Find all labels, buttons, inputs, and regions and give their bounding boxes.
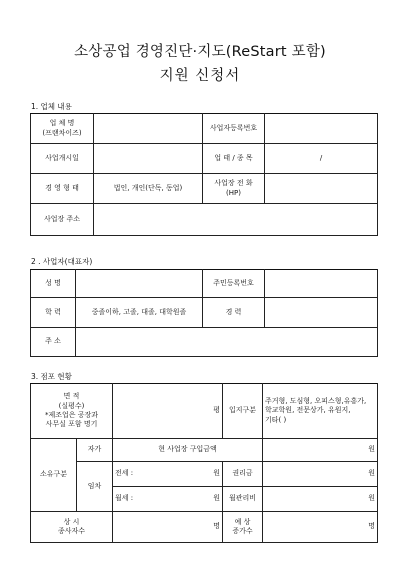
form-subtitle: 지원 신청서 — [159, 68, 241, 84]
biz-type-options[interactable]: 법인, 개인(단독, 동업) — [94, 174, 203, 204]
open-date-field[interactable] — [94, 144, 203, 174]
company-name-label: 업 체 명 (프랜차이즈) — [31, 114, 94, 144]
address-label: 사업장 주소 — [31, 204, 94, 236]
company-name-field[interactable] — [94, 114, 203, 144]
premium-field[interactable]: 원 — [263, 462, 378, 487]
deposit-label: 전세 : — [113, 462, 153, 487]
address-field[interactable] — [94, 204, 378, 236]
resident-no-label: 주민등록번호 — [203, 270, 265, 298]
location-options[interactable]: 주거형, 도심형, 오피스형,유흥가, 학교학원, 전문상가, 유원지, 기타( ) — [263, 384, 378, 439]
store-info-table — [30, 383, 378, 543]
resident-no-field[interactable] — [265, 270, 378, 298]
owner-name-field[interactable] — [76, 270, 203, 298]
industry-label: 업 태 / 종 목 — [203, 144, 265, 174]
section1-heading: 1. 업체 내용 — [31, 102, 72, 111]
employees-field[interactable]: 명 — [113, 512, 223, 543]
maintenance-label: 월관리비 — [223, 487, 263, 512]
rent-label: 임차 — [77, 462, 113, 512]
planned-label: 예 상 증가수 — [223, 512, 263, 543]
premium-label: 권리금 — [223, 462, 263, 487]
biz-reg-no-label: 사업자등록번호 — [203, 114, 265, 144]
maintenance-field[interactable]: 원 — [263, 487, 378, 512]
education-options[interactable]: 중졸이하, 고졸, 대졸, 대학원졸 — [76, 298, 203, 328]
area-field[interactable]: 평 — [113, 384, 223, 439]
form-title: 소상공업 경영진단·지도(ReStart 포함) — [74, 44, 326, 60]
current-value-label: 현 사업장 구입금액 — [113, 439, 263, 462]
career-label: 경 력 — [203, 298, 265, 328]
company-info-table — [30, 113, 378, 236]
location-label: 입지구분 — [223, 384, 263, 439]
owner-name-label: 성 명 — [31, 270, 76, 298]
owned-label: 자가 — [77, 439, 113, 462]
deposit-field[interactable]: 원 — [153, 462, 223, 487]
owner-address-label: 주 소 — [31, 328, 76, 357]
section3-heading: 3. 점포 현황 — [31, 372, 72, 381]
area-label: 면 적 (실평수) *제조업은 공장과 사무실 포함 명기 — [31, 384, 113, 439]
career-field[interactable] — [265, 298, 378, 328]
phone-label: 사업장 전 화 (HP) — [203, 174, 265, 204]
biz-reg-no-field[interactable] — [265, 114, 378, 144]
monthly-field[interactable]: 원 — [153, 487, 223, 512]
section2-heading: 2 . 사업자(대표자) — [31, 257, 93, 266]
open-date-label: 사업개시일 — [31, 144, 94, 174]
owner-address-field[interactable] — [76, 328, 378, 357]
employees-label: 상 시 종사자수 — [31, 512, 113, 543]
planned-field[interactable]: 명 — [263, 512, 378, 543]
biz-type-label: 경 영 형 태 — [31, 174, 94, 204]
education-label: 학 력 — [31, 298, 76, 328]
monthly-label: 월세 : — [113, 487, 153, 512]
owner-info-table — [30, 269, 378, 357]
current-value-field[interactable]: 원 — [263, 439, 378, 462]
industry-field[interactable]: / — [265, 144, 378, 174]
ownership-label: 소유구분 — [31, 439, 77, 512]
phone-field[interactable] — [265, 174, 378, 204]
